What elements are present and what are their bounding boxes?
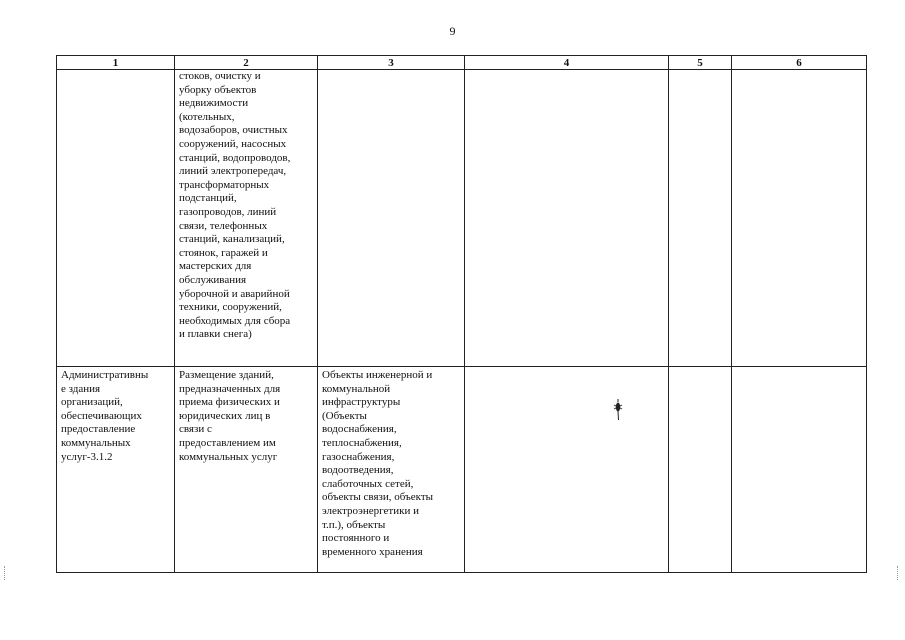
column-header-5: 5 [669,56,732,70]
table-cell [669,367,732,573]
table-cell: Административны е здания организаций, обеспечивающих предоставление коммунальных услуг-3.1.2 [57,367,175,573]
column-header-6: 6 [732,56,867,70]
column-header-3: 3 [318,56,465,70]
column-header-4: 4 [465,56,669,70]
table-cell [669,70,732,367]
table-cell: Объекты инженерной и коммунальной инфраструктуры (Объекты водоснабжения, теплоснабжения, газоснабжения, водоотведения, слаботочных сетей, объекты связи, объекты электроэнергетики и т.п.), объекты постоянного и временного хранения [318,367,465,573]
scan-speck-icon [612,398,624,422]
table-cell [465,70,669,367]
table-row [57,367,867,573]
table-cell [732,367,867,573]
left-margin-mark [4,566,7,580]
right-margin-mark [897,566,900,580]
table-cell [57,70,175,367]
column-header-2: 2 [175,56,318,70]
table-row [57,70,867,367]
table-cell [465,367,669,573]
table-cell: стоков, очистку и уборку объектов недвижимости (котельных, водозаборов, очистных сооружений, насосных станций, водопроводов, линий электропередач, трансформаторных подстанций, газопроводов, линий связи, телефонных станций, канализаций, стоянок, гаражей и мастерских для обслуживания уборочной и аварийной техники, сооружений, необходимых для сбора и плавки снега) [175,70,318,367]
table-cell [732,70,867,367]
table-cell: Размещение зданий, предназначенных для приема физических и юридических лиц в связи с предоставлением им коммунальных услуг [175,367,318,573]
table-cell [318,70,465,367]
page-number: 9 [449,24,456,38]
column-header-1: 1 [57,56,175,70]
zoning-table [56,55,867,573]
table-header-row [57,56,867,70]
